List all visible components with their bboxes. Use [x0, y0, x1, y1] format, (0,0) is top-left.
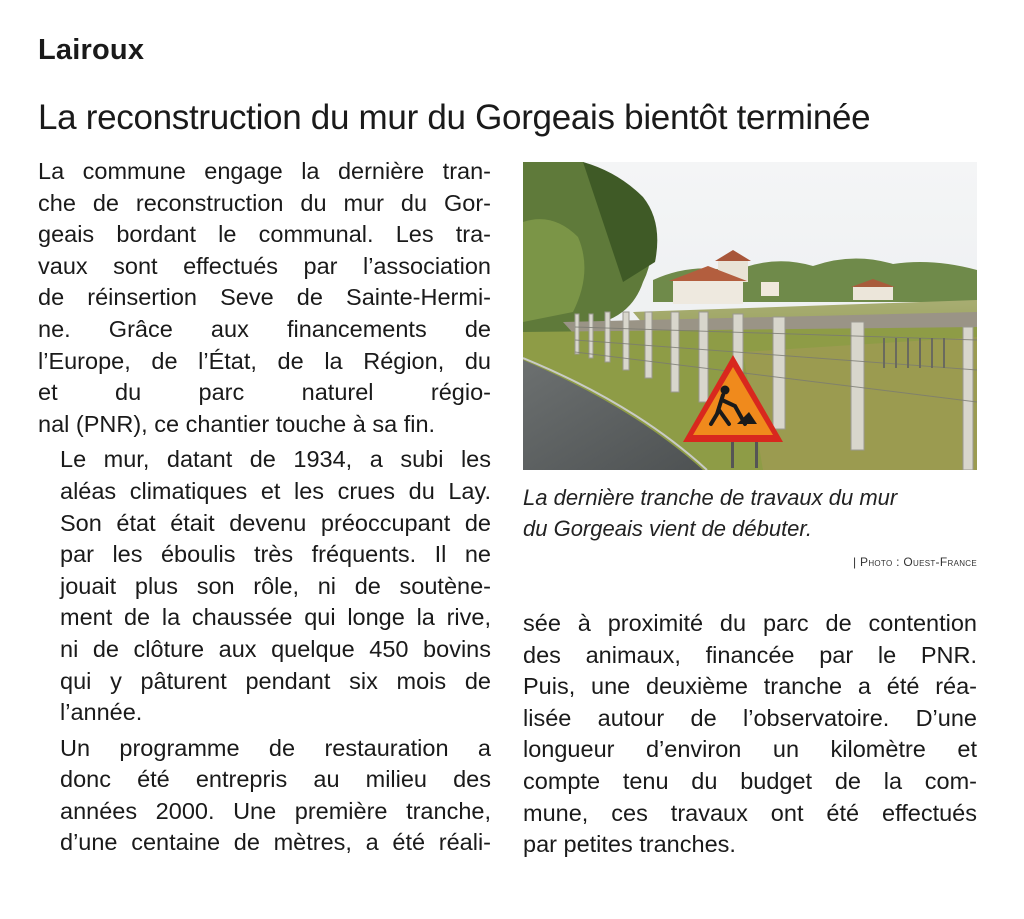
text-line: ment de la chaussée qui longe la rive,: [60, 604, 491, 631]
paragraph-3-continued: [523, 608, 977, 861]
text-line: Puis, une deuxième tranche a été réa-: [523, 673, 977, 700]
text-line: des animaux, financée par le PNR.: [523, 641, 977, 668]
text-line: ne. Grâce aux financements de: [38, 315, 491, 342]
caption-line: du Gorgeais vient de débuter.: [523, 516, 813, 541]
text-line: par les éboulis très fréquents. Il ne: [60, 541, 491, 568]
caption-line: La dernière tranche de travaux du mur: [523, 485, 898, 510]
text-line: che de reconstruction du mur du Gor-: [38, 189, 491, 216]
text-line: La commune engage la dernière tran-: [38, 158, 491, 184]
right-column: [523, 608, 977, 861]
text-line: vaux sont effectués par l’association: [38, 252, 491, 279]
text-line: de réinsertion Seve de Sainte-Hermi-: [38, 284, 491, 311]
text-line: nal (PNR), ce chantier touche à sa fin.: [38, 410, 436, 437]
text-line: geais bordant le communal. Les tra-: [38, 221, 491, 248]
text-line: l’Europe, de l’État, de la Région, du: [38, 347, 491, 374]
text-line: compte tenu du budget de la com-: [523, 767, 977, 794]
article-headline: La reconstruction du mur du Gorgeais bientôt terminée: [38, 98, 871, 137]
text-line: mune, ces travaux ont été effectués: [523, 799, 977, 826]
text-line: Le mur, datant de 1934, a subi les: [60, 446, 491, 473]
text-line-with-highlight: [38, 377, 491, 409]
article-photo: [523, 162, 977, 470]
text-line: lisée autour de l’observatoire. D’une: [523, 704, 977, 731]
text-line: longueur d’environ un kilomètre et: [523, 736, 977, 763]
left-column: [38, 156, 491, 859]
text-line: jouait plus son rôle, ni de soutène-: [60, 572, 491, 599]
paragraph-2: [38, 444, 491, 728]
text-line: d’une centaine de mètres, a été réali-: [60, 829, 491, 856]
photo-caption: [523, 482, 977, 544]
text-line: par petites tranches.: [523, 831, 736, 858]
text-line: aléas climatiques et les crues du Lay.: [60, 477, 491, 504]
text-line: Son état était devenu préoccupant de: [60, 509, 491, 536]
text-line: qui y pâturent pendant six mois de: [60, 667, 491, 694]
text-line: donc été entrepris au milieu des: [60, 766, 491, 793]
text-line: années 2000. Une première tranche,: [60, 797, 491, 824]
text-line: Un programme de restauration a: [60, 734, 491, 761]
text-line: sée à proximité du parc de contention: [523, 610, 977, 636]
text-line: l’année.: [60, 699, 143, 726]
text-fragment: et du parc naturel régio-: [38, 379, 491, 406]
photo-credit: | Photo : Ouest-France: [852, 555, 977, 569]
text-line: ni de clôture aux quelque 450 bovins: [60, 635, 491, 662]
roadworks-photo-illustration: [523, 162, 977, 470]
paragraph-3: [38, 733, 491, 859]
article-locality: Lairoux: [38, 34, 145, 66]
paragraph-1: [38, 156, 491, 440]
